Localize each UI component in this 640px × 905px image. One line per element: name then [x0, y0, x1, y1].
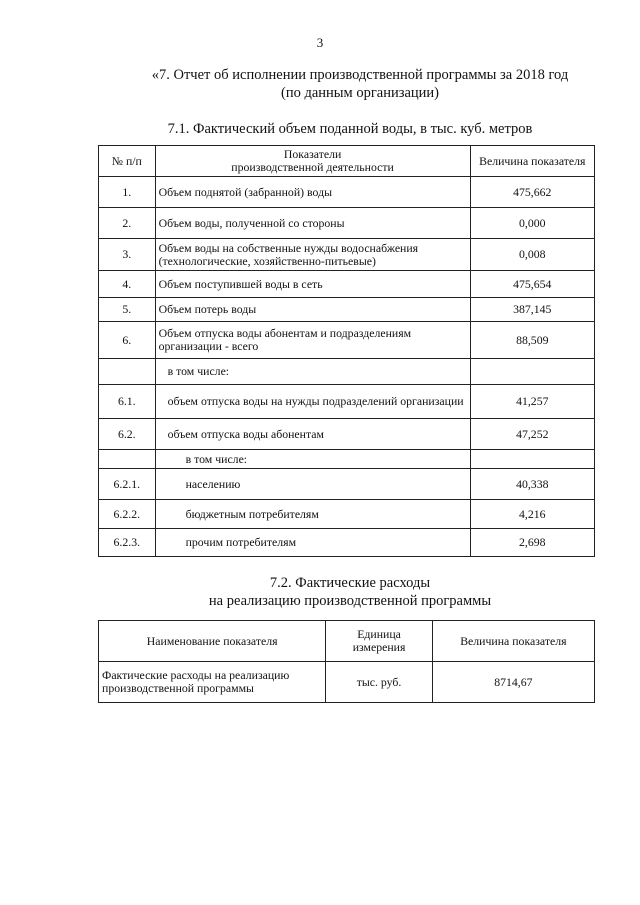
row-num: 1. [99, 177, 156, 208]
document-title [130, 66, 590, 102]
table-row [99, 450, 595, 469]
row-value: 8714,67 [432, 662, 594, 703]
header-value: Величина показателя [432, 621, 594, 662]
row-name: Фактические расходы на реализацию производственной программы [99, 662, 326, 703]
table-row [99, 271, 595, 298]
row-name: бюджетным потребителям [155, 500, 470, 529]
header-indicator-line2: производственной деятельности [231, 160, 394, 174]
table-header-row [99, 146, 595, 177]
row-value: 47,252 [470, 419, 594, 450]
header-value: Величина показателя [470, 146, 594, 177]
row-num: 6.2. [99, 419, 156, 450]
row-value [470, 450, 594, 469]
header-num: № п/п [99, 146, 156, 177]
header-unit [326, 621, 432, 662]
document-title-line2: (по данным организации) [280, 85, 439, 101]
row-name: объем отпуска воды на нужды подразделений организации [155, 385, 470, 419]
section-2-title-line1: 7.2. Фактические расходы [269, 575, 431, 591]
row-num: 6.2.3. [99, 529, 156, 557]
row-name: объем отпуска воды абонентам [155, 419, 470, 450]
table-row [99, 662, 595, 703]
page-number: 3 [316, 35, 324, 50]
row-num [99, 450, 156, 469]
row-num [99, 359, 156, 385]
section-2-title [0, 574, 640, 610]
row-value: 88,509 [470, 322, 594, 359]
table-row [99, 239, 595, 271]
row-value: 41,257 [470, 385, 594, 419]
row-value: 0,008 [470, 239, 594, 271]
table-row [99, 529, 595, 557]
table-row [99, 298, 595, 322]
row-num: 6.2.1. [99, 469, 156, 500]
row-num: 6. [99, 322, 156, 359]
row-name: Объем отпуска воды абонентам и подразделениям организации - всего [155, 322, 470, 359]
row-value: 475,654 [470, 271, 594, 298]
section-1-title: 7.1. Фактический объем поданной воды, в тыс. куб. метров [167, 121, 533, 137]
row-num: 2. [99, 208, 156, 239]
row-name: Объем поднятой (забранной) воды [155, 177, 470, 208]
row-name: Объем поступившей воды в сеть [155, 271, 470, 298]
table-row [99, 359, 595, 385]
row-num: 4. [99, 271, 156, 298]
row-name: населению [155, 469, 470, 500]
row-value: 4,216 [470, 500, 594, 529]
row-name: в том числе: [155, 359, 470, 385]
row-name: Объем воды на собственные нужды водоснабжения (технологические, хозяйственно-питьевые) [155, 239, 470, 271]
header-indicator [155, 146, 470, 177]
row-value [470, 359, 594, 385]
table-row [99, 208, 595, 239]
table-row [99, 469, 595, 500]
document-title-line1: «7. Отчет об исполнении производственной программы за 2018 год [151, 67, 569, 83]
row-num: 6.2.2. [99, 500, 156, 529]
table-row [99, 177, 595, 208]
table-row [99, 500, 595, 529]
row-name: Объем потерь воды [155, 298, 470, 322]
table-header-row [99, 621, 595, 662]
row-num: 6.1. [99, 385, 156, 419]
header-unit-line2: измерения [352, 640, 406, 654]
header-name: Наименование показателя [99, 621, 326, 662]
row-num: 3. [99, 239, 156, 271]
expenses-table [98, 620, 595, 703]
water-volume-table [98, 145, 595, 557]
table-row [99, 385, 595, 419]
section-2-title-line2: на реализацию производственной программы [208, 593, 492, 609]
header-indicator-line1: Показатели [283, 147, 342, 161]
row-name: прочим потребителям [155, 529, 470, 557]
row-value: 475,662 [470, 177, 594, 208]
row-value: 2,698 [470, 529, 594, 557]
row-num: 5. [99, 298, 156, 322]
table-row [99, 419, 595, 450]
row-unit: тыс. руб. [326, 662, 432, 703]
row-value: 387,145 [470, 298, 594, 322]
header-unit-line1: Единица [357, 627, 401, 641]
row-name: в том числе: [155, 450, 470, 469]
row-value: 40,338 [470, 469, 594, 500]
table-row [99, 322, 595, 359]
row-name: Объем воды, полученной со стороны [155, 208, 470, 239]
row-value: 0,000 [470, 208, 594, 239]
